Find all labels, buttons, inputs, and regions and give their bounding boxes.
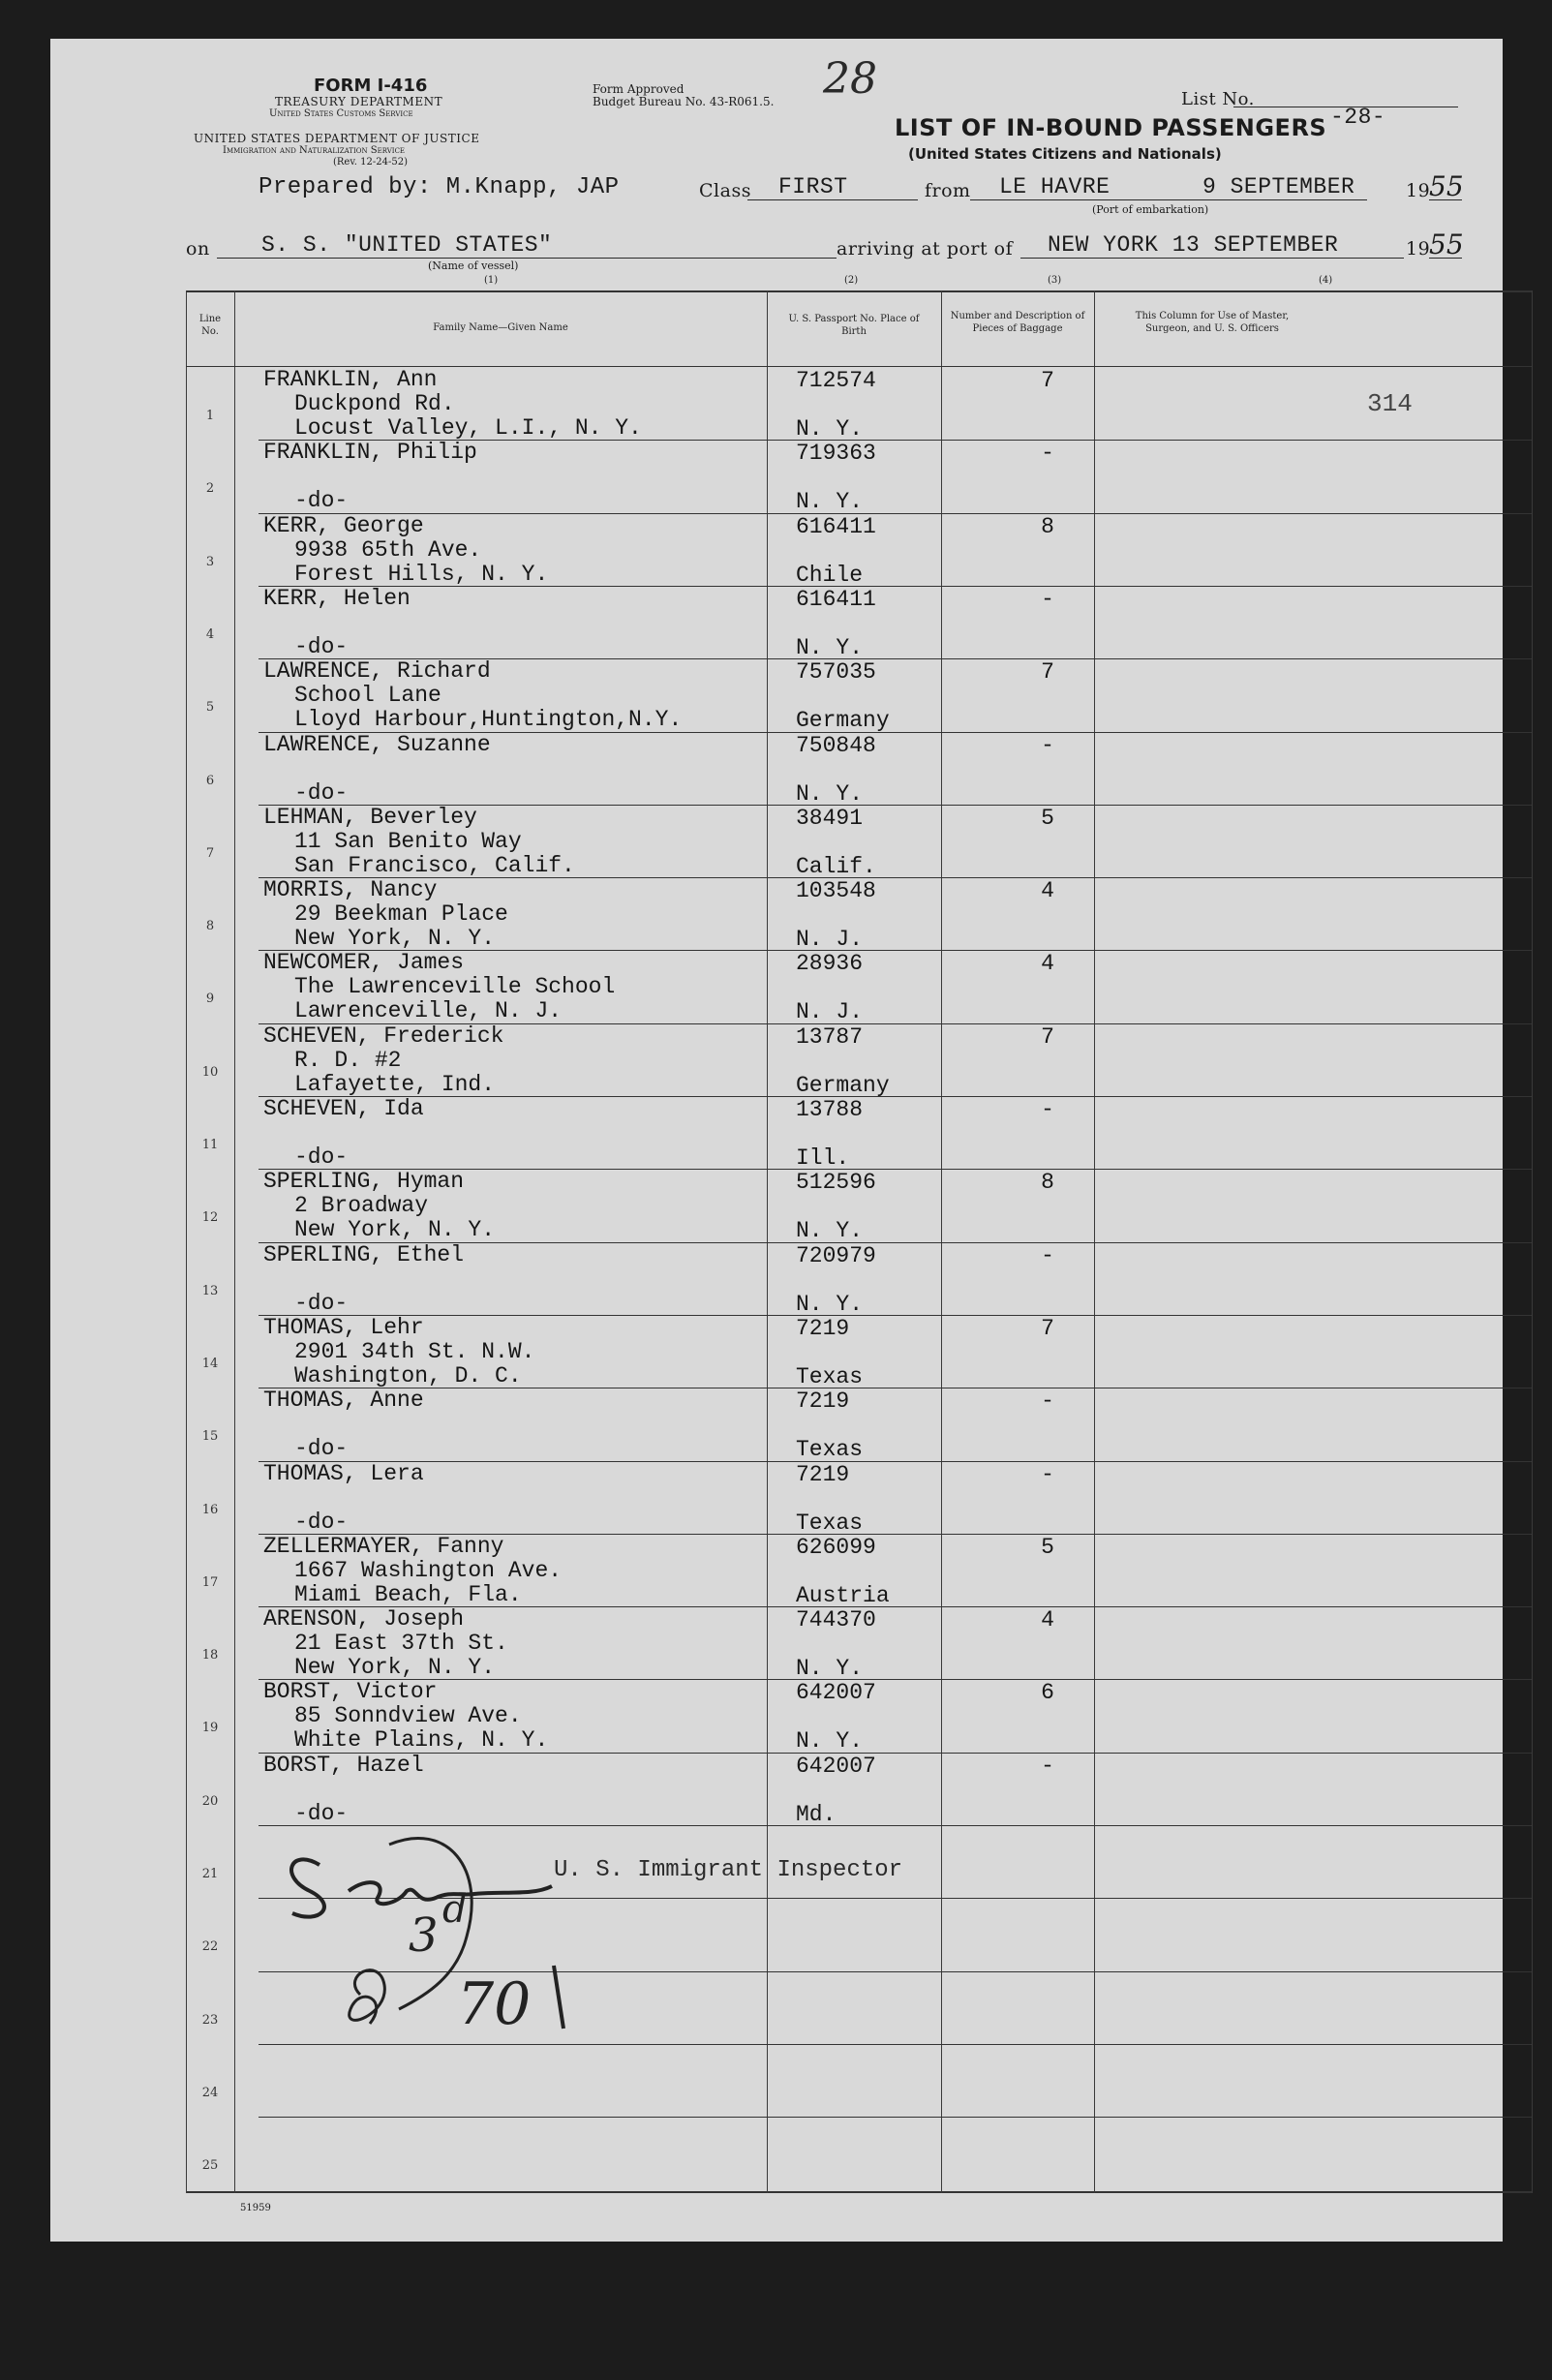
table-row bbox=[50, 1754, 1503, 1826]
passport-number: 719363 bbox=[796, 441, 876, 467]
table-row bbox=[50, 1535, 1503, 1607]
address-line-2: San Francisco, Calif. bbox=[294, 852, 575, 878]
list-title: LIST OF IN-BOUND PASSENGERS bbox=[895, 114, 1327, 141]
line-number: 3 bbox=[205, 554, 215, 569]
table-row bbox=[50, 1316, 1503, 1388]
passenger-name: SPERLING, Ethel bbox=[263, 1241, 465, 1267]
place-of-birth: N. Y. bbox=[796, 1656, 864, 1682]
passenger-name: KERR, Helen bbox=[263, 585, 411, 611]
passenger-name: FRANKLIN, Philip bbox=[263, 440, 477, 466]
address-line-1: Duckpond Rd. bbox=[294, 391, 455, 416]
baggage-count: - bbox=[1041, 1753, 1054, 1779]
svg-text:3: 3 bbox=[409, 1908, 439, 1963]
passport-number: 28936 bbox=[796, 951, 864, 977]
table-row bbox=[50, 1097, 1503, 1170]
passport-number: 103548 bbox=[796, 878, 876, 904]
passport-number: 7219 bbox=[796, 1315, 850, 1341]
passport-number: 642007 bbox=[796, 1753, 876, 1779]
passenger-name: SCHEVEN, Frederick bbox=[263, 1022, 504, 1049]
table-row bbox=[50, 1607, 1503, 1680]
line-number: 7 bbox=[205, 845, 215, 861]
address-line-1: 2 Broadway bbox=[294, 1193, 429, 1219]
passport-number: 750848 bbox=[796, 732, 876, 758]
address-line-2: -do- bbox=[294, 1436, 349, 1462]
baggage-count: 5 bbox=[1041, 805, 1054, 831]
passenger-name: BORST, Victor bbox=[263, 1679, 438, 1705]
line-number: 4 bbox=[205, 626, 215, 642]
address-line-2: -do- bbox=[294, 1290, 349, 1316]
budget-bureau: Budget Bureau No. 43-R061.5. bbox=[593, 95, 775, 108]
table-row bbox=[50, 368, 1503, 441]
address-line-2: -do- bbox=[294, 1144, 349, 1170]
from-value: LE HAVRE bbox=[999, 174, 1111, 199]
line-number: 12 bbox=[201, 1210, 219, 1226]
address-line-2: -do- bbox=[294, 633, 349, 659]
baggage-count: 4 bbox=[1041, 951, 1054, 977]
baggage-count: 7 bbox=[1041, 368, 1054, 393]
address-line-2: -do- bbox=[294, 1800, 349, 1826]
baggage-count: - bbox=[1041, 441, 1054, 467]
baggage-count: 6 bbox=[1041, 1680, 1054, 1706]
table-row bbox=[50, 587, 1503, 659]
passenger-name: SCHEVEN, Ida bbox=[263, 1096, 424, 1121]
handwritten-list-number: 28 bbox=[823, 54, 877, 104]
inspector-stamp: U. S. Immigrant Inspector bbox=[554, 1857, 903, 1883]
year-value: 55 bbox=[1429, 170, 1464, 202]
line-number: 18 bbox=[201, 1648, 219, 1663]
address-line-1: School Lane bbox=[294, 683, 441, 709]
address-line-2: Lloyd Harbour,Huntington,N.Y. bbox=[294, 707, 683, 733]
passport-number: 13788 bbox=[796, 1097, 864, 1122]
vessel-name: S. S. "UNITED STATES" bbox=[261, 232, 553, 258]
place-of-birth: Germany bbox=[796, 708, 890, 734]
column-head-line-no: Line No. bbox=[198, 314, 222, 337]
column-number-2: (2) bbox=[844, 275, 859, 286]
address-line-1: 9938 65th Ave. bbox=[294, 536, 482, 563]
footer-code: 51959 bbox=[240, 2203, 271, 2213]
passenger-name: ARENSON, Joseph bbox=[263, 1606, 465, 1632]
class-value: FIRST bbox=[778, 174, 848, 199]
address-line-2: New York, N. Y. bbox=[294, 1217, 496, 1243]
customs-service: United States Customs Service bbox=[269, 108, 413, 119]
address-line-1: 85 Sonndview Ave. bbox=[294, 1703, 522, 1729]
place-of-birth: N. Y. bbox=[796, 416, 864, 442]
year-prefix: 19 bbox=[1406, 180, 1431, 201]
row-rule bbox=[259, 2117, 1532, 2118]
address-line-1: The Lawrenceville School bbox=[294, 974, 616, 1000]
port-embarkation-caption: (Port of embarkation) bbox=[1092, 203, 1209, 216]
list-no-value: -28- bbox=[1330, 105, 1386, 130]
prepared-by: Prepared by: M.Knapp, JAP bbox=[259, 174, 620, 200]
line-number: 2 bbox=[205, 481, 215, 497]
department-of-justice: UNITED STATES DEPARTMENT OF JUSTICE bbox=[194, 132, 480, 145]
passenger-name: THOMAS, Lehr bbox=[263, 1314, 424, 1340]
passenger-name: THOMAS, Anne bbox=[263, 1388, 424, 1414]
place-of-birth: Texas bbox=[796, 1363, 864, 1389]
class-label: Class bbox=[699, 180, 751, 201]
table-row bbox=[50, 878, 1503, 951]
address-line-2: Forest Hills, N. Y. bbox=[294, 561, 549, 587]
address-line-2: -do- bbox=[294, 779, 349, 806]
line-number: 11 bbox=[201, 1138, 219, 1152]
baggage-count: - bbox=[1041, 1461, 1054, 1487]
passport-number: 616411 bbox=[796, 586, 876, 612]
baggage-count: 7 bbox=[1041, 659, 1054, 686]
place-of-birth: Texas bbox=[796, 1510, 864, 1536]
baggage-count: 7 bbox=[1041, 1315, 1054, 1341]
table-row bbox=[50, 659, 1503, 732]
form-approved: Form Approved bbox=[593, 82, 685, 96]
handwritten-note bbox=[331, 1830, 622, 2053]
line-number: 10 bbox=[201, 1064, 219, 1080]
address-line-1: 11 San Benito Way bbox=[294, 828, 522, 854]
list-subtitle: (United States Citizens and Nationals) bbox=[908, 145, 1222, 163]
place-of-birth: N. Y. bbox=[796, 489, 864, 515]
passport-number: 626099 bbox=[796, 1534, 876, 1560]
address-line-2: Washington, D. C. bbox=[294, 1362, 522, 1388]
svg-text:d: d bbox=[442, 1887, 468, 1932]
on-label: on bbox=[186, 238, 210, 259]
passport-number: 7219 bbox=[796, 1388, 850, 1415]
immigration-service: Immigration and Naturalization Service bbox=[223, 145, 406, 156]
baggage-count: 4 bbox=[1041, 878, 1054, 904]
line-number: 23 bbox=[201, 2012, 219, 2028]
column-head-officers: This Column for Use of Master, Surgeon, and U. S. Officers bbox=[1135, 311, 1290, 334]
column-head-passport: U. S. Passport No. Place of Birth bbox=[788, 314, 920, 337]
table-row bbox=[50, 1024, 1503, 1097]
passenger-rows bbox=[50, 39, 1503, 2242]
officer-note: 314 bbox=[1367, 389, 1413, 418]
table-row bbox=[50, 951, 1503, 1023]
column-number-4: (4) bbox=[1319, 275, 1333, 286]
passenger-name: FRANKLIN, Ann bbox=[263, 367, 438, 392]
place-of-birth: Md. bbox=[796, 1801, 837, 1827]
table-row bbox=[50, 514, 1503, 587]
line-number: 19 bbox=[201, 1721, 219, 1736]
line-number: 5 bbox=[205, 700, 215, 716]
table-row bbox=[50, 733, 1503, 806]
arriving-label: arriving at port of bbox=[837, 238, 1014, 259]
table-row bbox=[50, 1680, 1503, 1753]
column-head-baggage: Number and Description of Pieces of Baggage bbox=[950, 311, 1085, 334]
baggage-count: 4 bbox=[1041, 1607, 1054, 1633]
line-number: 13 bbox=[201, 1283, 219, 1298]
baggage-count: 8 bbox=[1041, 513, 1054, 539]
passenger-name: KERR, George bbox=[263, 512, 424, 538]
baggage-count: 7 bbox=[1041, 1023, 1054, 1050]
passport-number: 616411 bbox=[796, 513, 876, 539]
address-line-2: -do- bbox=[294, 488, 349, 514]
form-number: FORM I-416 bbox=[314, 76, 428, 96]
place-of-birth: N. Y. bbox=[796, 1291, 864, 1317]
baggage-count: 8 bbox=[1041, 1170, 1054, 1196]
passport-number: 744370 bbox=[796, 1607, 876, 1633]
place-of-birth: N. Y. bbox=[796, 1728, 864, 1754]
column-divider bbox=[1532, 290, 1533, 2193]
passenger-name: NEWCOMER, James bbox=[263, 950, 465, 976]
line-number: 17 bbox=[201, 1574, 219, 1590]
from-label: from bbox=[925, 180, 971, 201]
address-line-2: New York, N. Y. bbox=[294, 1655, 496, 1681]
table-row bbox=[50, 1243, 1503, 1316]
passenger-name: BORST, Hazel bbox=[263, 1752, 424, 1778]
arriving-year-value: 55 bbox=[1429, 229, 1464, 260]
line-number: 15 bbox=[201, 1429, 219, 1445]
svg-text:70: 70 bbox=[457, 1970, 532, 2038]
table-row bbox=[50, 1462, 1503, 1535]
baggage-count: - bbox=[1041, 732, 1054, 758]
column-number-3: (3) bbox=[1048, 275, 1062, 286]
line-number: 9 bbox=[205, 992, 215, 1007]
arriving-value: NEW YORK 13 SEPTEMBER bbox=[1048, 232, 1339, 258]
address-line-2: -do- bbox=[294, 1509, 349, 1535]
arriving-year-prefix: 19 bbox=[1406, 238, 1431, 259]
baggage-count: - bbox=[1041, 1242, 1054, 1268]
address-line-1: 1667 Washington Ave. bbox=[294, 1557, 563, 1583]
address-line-1: 21 East 37th St. bbox=[294, 1631, 508, 1657]
form-revision: (Rev. 12-24-52) bbox=[333, 157, 409, 168]
line-number: 14 bbox=[201, 1356, 219, 1371]
baggage-count: - bbox=[1041, 1097, 1054, 1122]
vessel-caption: (Name of vessel) bbox=[428, 259, 519, 272]
place-of-birth: Chile bbox=[796, 562, 864, 588]
address-line-2: New York, N. Y. bbox=[294, 926, 496, 952]
passenger-name: LAWRENCE, Richard bbox=[263, 658, 491, 685]
place-of-birth: Germany bbox=[796, 1072, 890, 1098]
manifest-page bbox=[50, 39, 1503, 2242]
table-row bbox=[50, 1170, 1503, 1242]
line-number: 24 bbox=[201, 2085, 219, 2100]
place-of-birth: N. J. bbox=[796, 927, 864, 953]
passenger-name: LEHMAN, Beverley bbox=[263, 804, 477, 830]
passenger-name: MORRIS, Nancy bbox=[263, 877, 438, 903]
passenger-name: THOMAS, Lera bbox=[263, 1460, 424, 1486]
place-of-birth: N. J. bbox=[796, 999, 864, 1025]
address-line-1: 29 Beekman Place bbox=[294, 901, 508, 928]
place-of-birth: N. Y. bbox=[796, 780, 864, 807]
address-line-2: Miami Beach, Fla. bbox=[294, 1581, 522, 1607]
from-date: 9 SEPTEMBER bbox=[1202, 174, 1355, 199]
line-number: 8 bbox=[205, 919, 215, 934]
line-number: 25 bbox=[201, 2158, 219, 2174]
passenger-name: ZELLERMAYER, Fanny bbox=[263, 1533, 504, 1559]
baggage-count: - bbox=[1041, 1388, 1054, 1415]
address-line-2: Lafayette, Ind. bbox=[294, 1071, 496, 1097]
address-line-2: Lawrenceville, N. J. bbox=[294, 998, 563, 1024]
passport-number: 720979 bbox=[796, 1242, 876, 1268]
table-row bbox=[50, 806, 1503, 878]
passport-number: 712574 bbox=[796, 368, 876, 393]
table-row bbox=[50, 441, 1503, 513]
address-line-2: White Plains, N. Y. bbox=[294, 1727, 549, 1754]
line-number: 6 bbox=[205, 773, 215, 788]
row-rule bbox=[259, 1825, 1532, 1826]
table-row bbox=[50, 1388, 1503, 1461]
passenger-name: LAWRENCE, Suzanne bbox=[263, 731, 491, 757]
place-of-birth: N. Y. bbox=[796, 1218, 864, 1244]
passport-number: 757035 bbox=[796, 659, 876, 686]
baggage-count: 5 bbox=[1041, 1534, 1054, 1560]
place-of-birth: Calif. bbox=[796, 853, 876, 879]
column-number-1: (1) bbox=[484, 275, 499, 286]
address-line-1: 2901 34th St. N.W. bbox=[294, 1338, 535, 1364]
place-of-birth: Ill. bbox=[796, 1145, 850, 1171]
address-line-1: R. D. #2 bbox=[294, 1047, 402, 1073]
list-no-label: List No. bbox=[1181, 89, 1255, 109]
line-number: 16 bbox=[201, 1502, 219, 1517]
passenger-name: SPERLING, Hyman bbox=[263, 1169, 465, 1195]
passport-number: 512596 bbox=[796, 1170, 876, 1196]
place-of-birth: Austria bbox=[796, 1582, 890, 1608]
line-number: 1 bbox=[205, 409, 215, 423]
column-head-name: Family Name—Given Name bbox=[433, 322, 568, 333]
place-of-birth: Texas bbox=[796, 1437, 864, 1463]
place-of-birth: N. Y. bbox=[796, 634, 864, 660]
passport-number: 7219 bbox=[796, 1461, 850, 1487]
address-line-2: Locust Valley, L.I., N. Y. bbox=[294, 415, 642, 441]
passport-number: 38491 bbox=[796, 805, 864, 831]
baggage-count: - bbox=[1041, 586, 1054, 612]
passport-number: 13787 bbox=[796, 1023, 864, 1050]
line-number: 21 bbox=[201, 1867, 219, 1881]
treasury-department: TREASURY DEPARTMENT bbox=[275, 95, 443, 108]
line-number: 20 bbox=[201, 1793, 219, 1809]
passport-number: 642007 bbox=[796, 1680, 876, 1706]
line-number: 22 bbox=[201, 1939, 219, 1955]
